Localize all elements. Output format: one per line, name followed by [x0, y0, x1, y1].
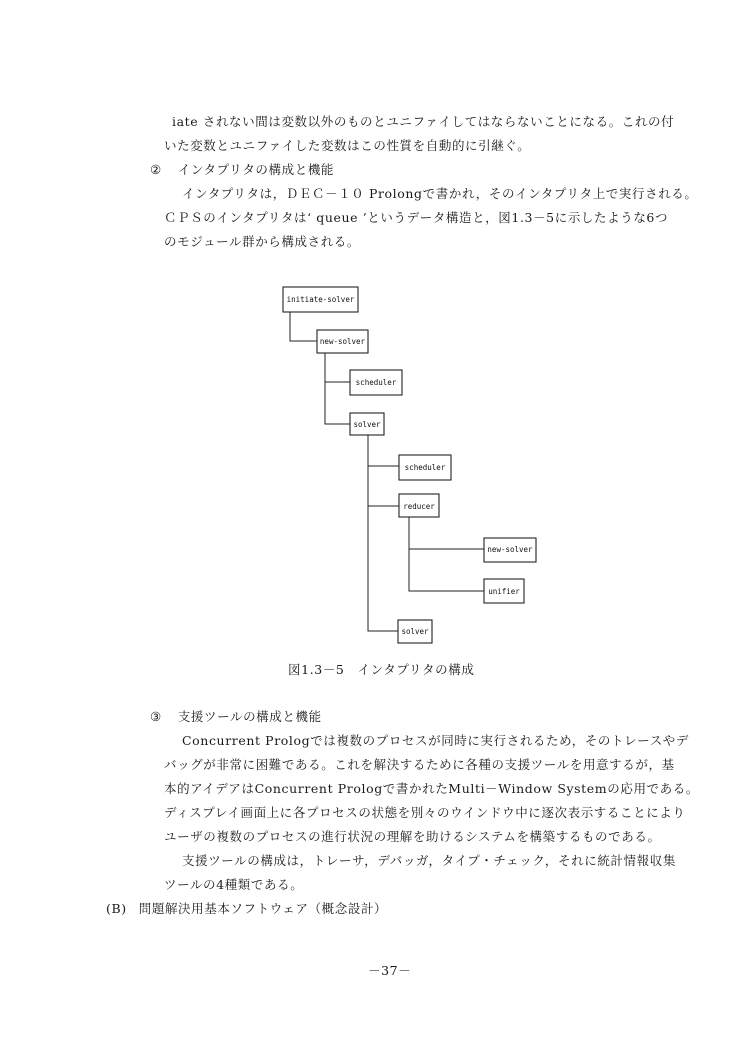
text-line: ツールの4種類である。 [164, 877, 304, 892]
section-title: 支援ツールの構成と機能 [177, 709, 322, 724]
node-new-solver [317, 330, 368, 353]
figure-caption: 図1.3－5 インタプリタの構成 [288, 662, 475, 677]
section-heading [106, 899, 387, 917]
node-label: scheduler [404, 463, 446, 472]
text-line: 支援ツールの構成は，トレーサ，デバッガ，タイプ・チェック，それに統計情報収集 [182, 853, 676, 868]
node-scheduler [399, 455, 451, 480]
node-label: unifier [488, 587, 520, 596]
text-line: いた変数とユニファイした変数はこの性質を自動的に引継ぐ。 [164, 138, 531, 153]
page-number: －37－ [368, 963, 412, 978]
section-title: インタプリタの構成と機能 [177, 162, 335, 177]
node-new-solver [484, 538, 536, 562]
section-number: ② [150, 162, 162, 177]
node-label: solver [401, 627, 429, 636]
connector [368, 506, 398, 631]
connector [368, 466, 399, 506]
connector [325, 353, 350, 382]
node-solver [350, 413, 384, 435]
node-label: reducer [403, 502, 435, 511]
connector [409, 517, 484, 549]
section-heading [150, 707, 322, 725]
section-number: ③ [150, 709, 162, 724]
section-title: 問題解決用基本ソフトウェア（概念設計） [138, 901, 388, 916]
node-initiate-solver [283, 287, 358, 312]
node-label: initiate-solver [286, 295, 355, 304]
node-solver [398, 620, 432, 643]
text-line: ＣＰＳのインタプリタは‘ queue ’というデータ構造と，図1.3－5に示したような6つ [164, 210, 669, 225]
text-line: のモジュール群から構成される。 [164, 234, 361, 249]
text-line: Concurrent Prologでは複数のプロセスが同時に実行されるため，そのトレースやデ [182, 733, 689, 748]
section-label: (B) [106, 901, 127, 916]
node-reducer [399, 494, 439, 517]
node-label: new-solver [319, 337, 366, 346]
node-scheduler [350, 370, 402, 395]
connector [368, 435, 399, 466]
node-label: new-solver [487, 545, 533, 554]
connector [325, 382, 350, 424]
text-line: iate されない間は変数以外のものとユニファイしてはならないことになる。これの付 [172, 114, 675, 129]
node-label: solver [353, 420, 381, 429]
connector [409, 549, 484, 591]
text-line: ユーザの複数のプロセスの進行状況の理解を助けるシステムを構築するものである。 [164, 829, 661, 844]
node-unifier [484, 579, 524, 603]
text-line: バッグが非常に困難である。これを解決するために各種の支援ツールを用意するが，基 [164, 757, 675, 772]
node-label: scheduler [355, 378, 397, 387]
connector [290, 312, 317, 341]
text-line: 本的アイデアはConcurrent Prologで書かれたMulti－Window Systemの応用である。 [164, 781, 699, 796]
text-line: インタプリタは，ＤＥＣ－１０ Prolongで書かれ，そのインタプリタ上で実行される。 [182, 186, 698, 201]
text-line: ディスプレイ画面上に各プロセスの状態を別々のウインドウ中に逐次表示することにより [164, 805, 686, 820]
